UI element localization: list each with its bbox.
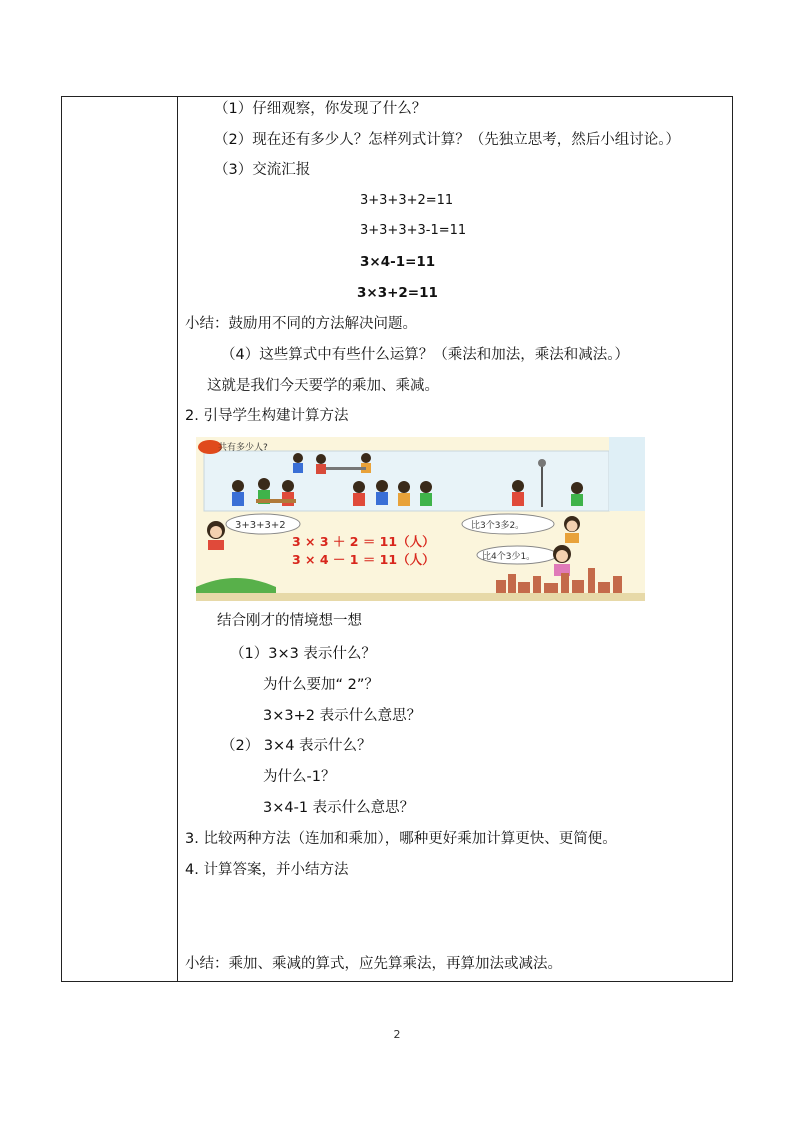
bubble-left: 3+3+3+2 xyxy=(235,520,286,531)
question-4: （4）这些算式中有些什么运算？（乘法和加法，乘法和减法。） xyxy=(221,347,629,363)
illustration-eq-b: 3 × 4 － 1 ＝ 11（人） xyxy=(292,552,435,567)
sub-question-1b: 为什么要加“ 2”？ xyxy=(263,677,379,693)
girl-figure xyxy=(207,521,225,550)
summary-2: 小结：乘加、乘减的算式，应先算乘法，再算加法或减法。 xyxy=(185,956,562,972)
sub-question-2c: 3×4-1 表示什么意思？ xyxy=(263,800,415,816)
equation-4: 3×3+2=11 xyxy=(357,285,438,301)
intro-text: 这就是我们今天要学的乘加、乘减。 xyxy=(207,378,439,394)
page-number: 2 xyxy=(393,1028,401,1041)
sub-question-2a: （2） 3×4 表示什么？ xyxy=(221,738,372,754)
summary-1: 小结：鼓励用不同的方法解决问题。 xyxy=(185,316,417,332)
think-prompt: 结合刚才的情境想一想 xyxy=(217,613,362,629)
boy-figure xyxy=(564,516,580,543)
step-4-text: 4. 计算答案，并小结方法 xyxy=(185,862,349,878)
step-3-text: 3. 比较两种方法（连加和乘加），哪种更好乘加计算更快、更简便。 xyxy=(185,831,617,847)
bubble-right-1: 比3个3多2。 xyxy=(471,521,525,531)
equation-3: 3×4-1=11 xyxy=(360,254,436,270)
equation-2: 3+3+3+3-1=11 xyxy=(360,223,467,238)
bubble-right-2: 比4个3少1。 xyxy=(482,552,536,562)
illustration-title: 共有多少人? xyxy=(218,443,268,453)
sub-question-2b: 为什么-1？ xyxy=(263,769,336,785)
textbook-illustration xyxy=(196,437,645,601)
step-2-heading: 2. 引导学生构建计算方法 xyxy=(185,408,349,424)
children-group-2 xyxy=(232,478,296,506)
question-3: （3）交流汇报 xyxy=(214,162,311,178)
equation-1: 3+3+3+2=11 xyxy=(360,193,454,208)
column-divider xyxy=(177,97,178,981)
sub-question-1c: 3×3+2 表示什么意思？ xyxy=(263,708,422,724)
question-2: （2）现在还有多少人？怎样列式计算？（先独立思考，然后小组讨论。） xyxy=(214,132,680,148)
question-1: （1）仔细观察，你发现了什么？ xyxy=(214,101,427,117)
illustration-eq-a: 3 × 3 ＋ 2 ＝ 11（人） xyxy=(292,534,435,549)
sub-question-1a: （1）3×3 表示什么？ xyxy=(230,646,376,662)
